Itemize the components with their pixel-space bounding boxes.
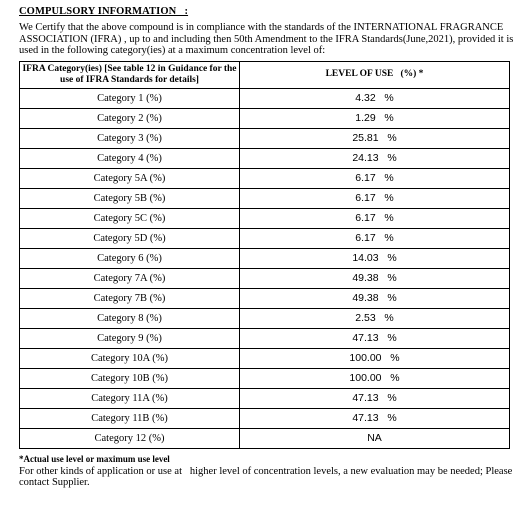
level-cell: 4.32 % [240,88,510,108]
category-cell: Category 12 (%) [20,428,240,448]
level-cell: 14.03 % [240,248,510,268]
table-row [20,328,510,348]
category-cell: Category 7A (%) [20,268,240,288]
category-cell: Category 8 (%) [20,308,240,328]
header-ifra-category: IFRA Category(ies) [See table 12 in Guidance for the use of IFRA Standards for details] [20,61,240,88]
table-row [20,108,510,128]
level-cell: 6.17 % [240,188,510,208]
compulsory-information-section [19,4,515,489]
category-cell: Category 11B (%) [20,408,240,428]
table-row [20,88,510,108]
table-row [20,268,510,288]
level-cell: NA [240,428,510,448]
level-cell: 24.13 % [240,148,510,168]
level-cell: 6.17 % [240,168,510,188]
table-row [20,128,510,148]
table-row [20,348,510,368]
table-row [20,208,510,228]
category-cell: Category 3 (%) [20,128,240,148]
level-cell: 47.13 % [240,408,510,428]
level-cell: 49.38 % [240,288,510,308]
table-row [20,288,510,308]
table-row [20,368,510,388]
category-cell: Category 7B (%) [20,288,240,308]
level-cell: 25.81 % [240,128,510,148]
level-cell: 47.13 % [240,328,510,348]
level-cell: 1.29 % [240,108,510,128]
table-header-row [20,61,510,88]
level-cell: 47.13 % [240,388,510,408]
category-cell: Category 10B (%) [20,368,240,388]
category-cell: Category 6 (%) [20,248,240,268]
level-cell: 6.17 % [240,228,510,248]
category-cell: Category 11A (%) [20,388,240,408]
level-cell: 100.00 % [240,368,510,388]
table-row [20,168,510,188]
table-row [20,228,510,248]
table-row [20,408,510,428]
level-cell: 100.00 % [240,348,510,368]
table-row [20,148,510,168]
table-row [20,388,510,408]
category-cell: Category 2 (%) [20,108,240,128]
compliance-statement: We Certify that the above compound is in compliance with the standards of the INTERNATIONAL FRAGRANCE ASSOCIATION (IFRA) , up to and including then 50th Amendment to the IFRA Standards(June,2021), provided it is used in the following category(ies) at a maximum concentration level of: [19,22,514,56]
category-cell: Category 10A (%) [20,348,240,368]
category-cell: Category 9 (%) [20,328,240,348]
table-row [20,428,510,448]
table-row [20,248,510,268]
category-cell: Category 1 (%) [20,88,240,108]
level-cell: 49.38 % [240,268,510,288]
level-cell: 6.17 % [240,208,510,228]
header-level-of-use: LEVEL OF USE (%) * [240,61,510,88]
use-level-footnote: *Actual use level or maximum use level [19,453,170,464]
level-cell: 2.53 % [240,308,510,328]
category-cell: Category 5C (%) [20,208,240,228]
category-cell: Category 5A (%) [20,168,240,188]
table-row [20,308,510,328]
ifra-category-table [19,61,510,449]
section-heading: COMPULSORY INFORMATION : [19,6,189,17]
table-row [20,188,510,208]
closing-note: For other kinds of application or use at higher level of concentration levels, a new evaluation may be needed; Please contact Supplier. [19,465,515,488]
category-cell: Category 4 (%) [20,148,240,168]
category-cell: Category 5B (%) [20,188,240,208]
category-cell: Category 5D (%) [20,228,240,248]
